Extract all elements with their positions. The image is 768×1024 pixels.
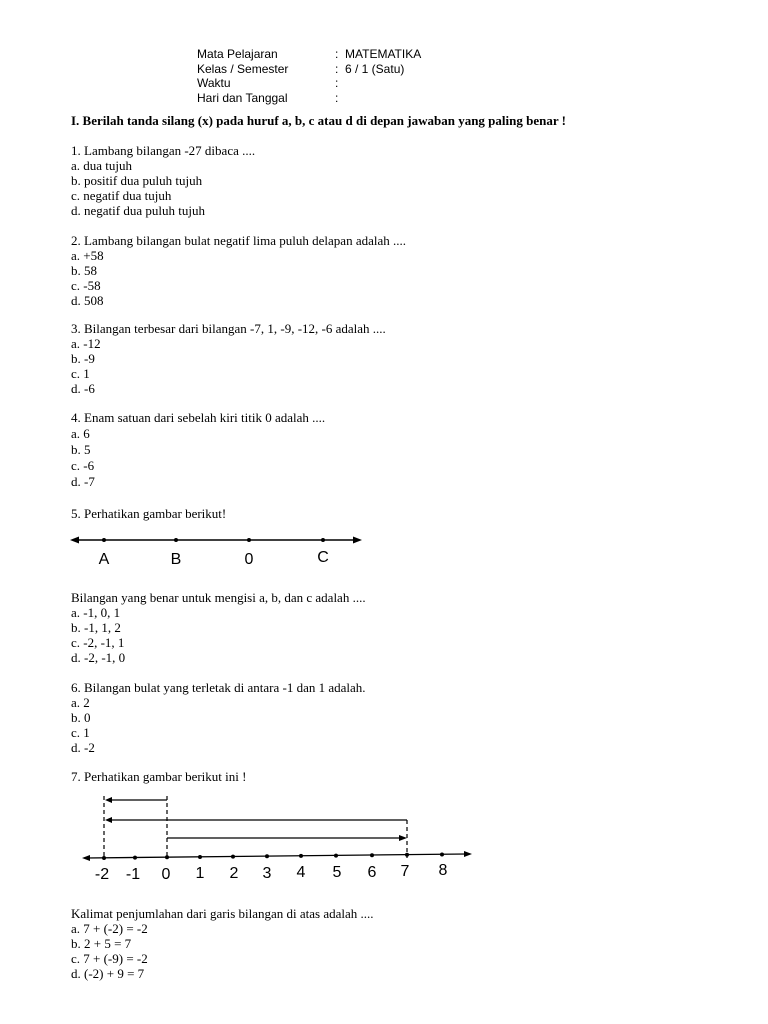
header-label: Mata Pelajaran [197, 47, 278, 61]
tick-label: 6 [367, 864, 377, 881]
question-6 [71, 680, 366, 755]
answer-option-d[interactable]: d. -7 [71, 474, 95, 489]
header-row-class [197, 62, 421, 77]
header-row-time [197, 76, 421, 91]
answer-option-c[interactable]: c. 1 [71, 725, 90, 740]
exam-header [197, 47, 421, 105]
answer-option-c[interactable]: c. 1 [71, 366, 90, 381]
header-row-subject [197, 47, 421, 62]
question-5 [71, 506, 226, 521]
tick-dot [198, 855, 202, 859]
header-colon: : [335, 61, 339, 76]
tick-label: -1 [125, 866, 141, 883]
tick-dot [370, 853, 374, 857]
tick-dot [165, 855, 169, 859]
arrow-left-icon [70, 537, 79, 544]
tick-label: 8 [438, 862, 448, 879]
question-subtext: Bilangan yang benar untuk mengisi a, b, dan c adalah .... [71, 590, 366, 605]
answer-option-c[interactable]: c. -58 [71, 278, 101, 293]
tick-dot [133, 856, 137, 860]
point-dot [102, 538, 106, 542]
header-label: Waktu [197, 76, 231, 90]
point-dot [174, 538, 178, 542]
answer-option-b[interactable]: b. -9 [71, 351, 95, 366]
tick-dot [299, 854, 303, 858]
arrow-left-icon [105, 817, 112, 823]
answer-option-d[interactable]: d. (-2) + 9 = 7 [71, 966, 145, 981]
answer-option-c[interactable]: c. -2, -1, 1 [71, 635, 125, 650]
arrow-left-icon [82, 855, 90, 861]
instruction-heading: I. Berilah tanda silang (x) pada huruf a, b, c atau d di depan jawaban yang paling benar ! [71, 113, 566, 128]
answer-option-a[interactable]: a. -12 [71, 336, 101, 351]
header-colon: : [335, 47, 339, 61]
tick-label: 5 [332, 864, 342, 881]
header-row-date [197, 91, 421, 106]
question-1 [71, 143, 255, 218]
tick-label: -2 [94, 866, 110, 883]
tick-dot [231, 855, 235, 859]
arrow-right-icon [464, 851, 472, 857]
answer-option-d[interactable]: d. 508 [71, 293, 104, 308]
arrow-right-icon [353, 537, 362, 544]
question-text: 1. Lambang bilangan -27 dibaca .... [71, 143, 256, 158]
header-value: 6 / 1 (Satu) [345, 61, 405, 76]
arrow-right-icon [399, 835, 407, 841]
question-7-body [71, 906, 374, 981]
tick-label: 1 [195, 865, 205, 882]
question-text: 4. Enam satuan dari sebelah kiri titik 0 adalah .... [71, 410, 326, 425]
tick-label: 4 [296, 864, 306, 881]
question-4 [71, 410, 325, 490]
tick-dot [440, 853, 444, 857]
arrow-left-icon [105, 797, 112, 803]
question-text: 5. Perhatikan gambar berikut! [71, 506, 227, 521]
point-label: 0 [244, 551, 254, 568]
question-text: 6. Bilangan bulat yang terletak di antara -1 dan 1 adalah. [71, 680, 366, 695]
tick-dot [334, 854, 338, 858]
header-label: Kelas / Semester [197, 61, 289, 76]
answer-option-a[interactable]: a. 2 [71, 695, 90, 710]
answer-option-a[interactable]: a. +58 [71, 248, 104, 263]
answer-option-a[interactable]: a. 6 [71, 426, 90, 441]
answer-option-d[interactable]: d. -2, -1, 0 [71, 650, 126, 665]
question-5-body [71, 590, 366, 665]
answer-option-d[interactable]: d. -2 [71, 740, 95, 755]
point-dot [321, 538, 325, 542]
question-text: 3. Bilangan terbesar dari bilangan -7, 1, -9, -12, -6 adalah .... [71, 321, 386, 336]
tick-label: 0 [161, 866, 171, 883]
point-label: B [170, 551, 182, 568]
question-2 [71, 233, 406, 308]
tick-dot [265, 854, 269, 858]
tick-label: 7 [400, 863, 410, 880]
header-colon: : [335, 76, 339, 90]
point-label: C [317, 549, 329, 566]
header-label: Hari dan Tanggal [197, 90, 288, 105]
answer-option-b[interactable]: b. positif dua puluh tujuh [71, 173, 203, 188]
answer-option-d[interactable]: d. negatif dua puluh tujuh [71, 203, 205, 218]
question-7 [71, 769, 246, 784]
tick-dot [405, 853, 409, 857]
tick-label: 2 [229, 865, 239, 882]
question-subtext: Kalimat penjumlahan dari garis bilangan di atas adalah .... [71, 906, 374, 921]
question-text: 2. Lambang bilangan bulat negatif lima puluh delapan adalah .... [71, 233, 407, 248]
answer-option-b[interactable]: b. 5 [71, 442, 91, 457]
answer-option-b[interactable]: b. 0 [71, 710, 91, 725]
answer-option-b[interactable]: b. 58 [71, 263, 97, 278]
tick-dot [102, 856, 106, 860]
answer-option-a[interactable]: a. -1, 0, 1 [71, 605, 121, 620]
answer-option-b[interactable]: b. 2 + 5 = 7 [71, 936, 132, 951]
number-line-figure-addition [80, 792, 480, 884]
answer-option-b[interactable]: b. -1, 1, 2 [71, 620, 121, 635]
answer-option-a[interactable]: a. 7 + (-2) = -2 [71, 921, 148, 936]
point-dot [247, 538, 251, 542]
number-line-figure-abc [70, 530, 370, 575]
header-value: MATEMATIKA [345, 47, 422, 61]
header-colon: : [335, 90, 339, 105]
tick-label: 3 [262, 865, 272, 882]
question-3 [71, 321, 386, 396]
point-label: A [98, 551, 110, 568]
answer-option-c[interactable]: c. negatif dua tujuh [71, 188, 172, 203]
number-line-axis [86, 854, 466, 858]
answer-option-a[interactable]: a. dua tujuh [71, 158, 133, 173]
answer-option-c[interactable]: c. 7 + (-9) = -2 [71, 951, 148, 966]
answer-option-d[interactable]: d. -6 [71, 381, 95, 396]
answer-option-c[interactable]: c. -6 [71, 458, 95, 473]
question-text: 7. Perhatikan gambar berikut ini ! [71, 769, 247, 784]
